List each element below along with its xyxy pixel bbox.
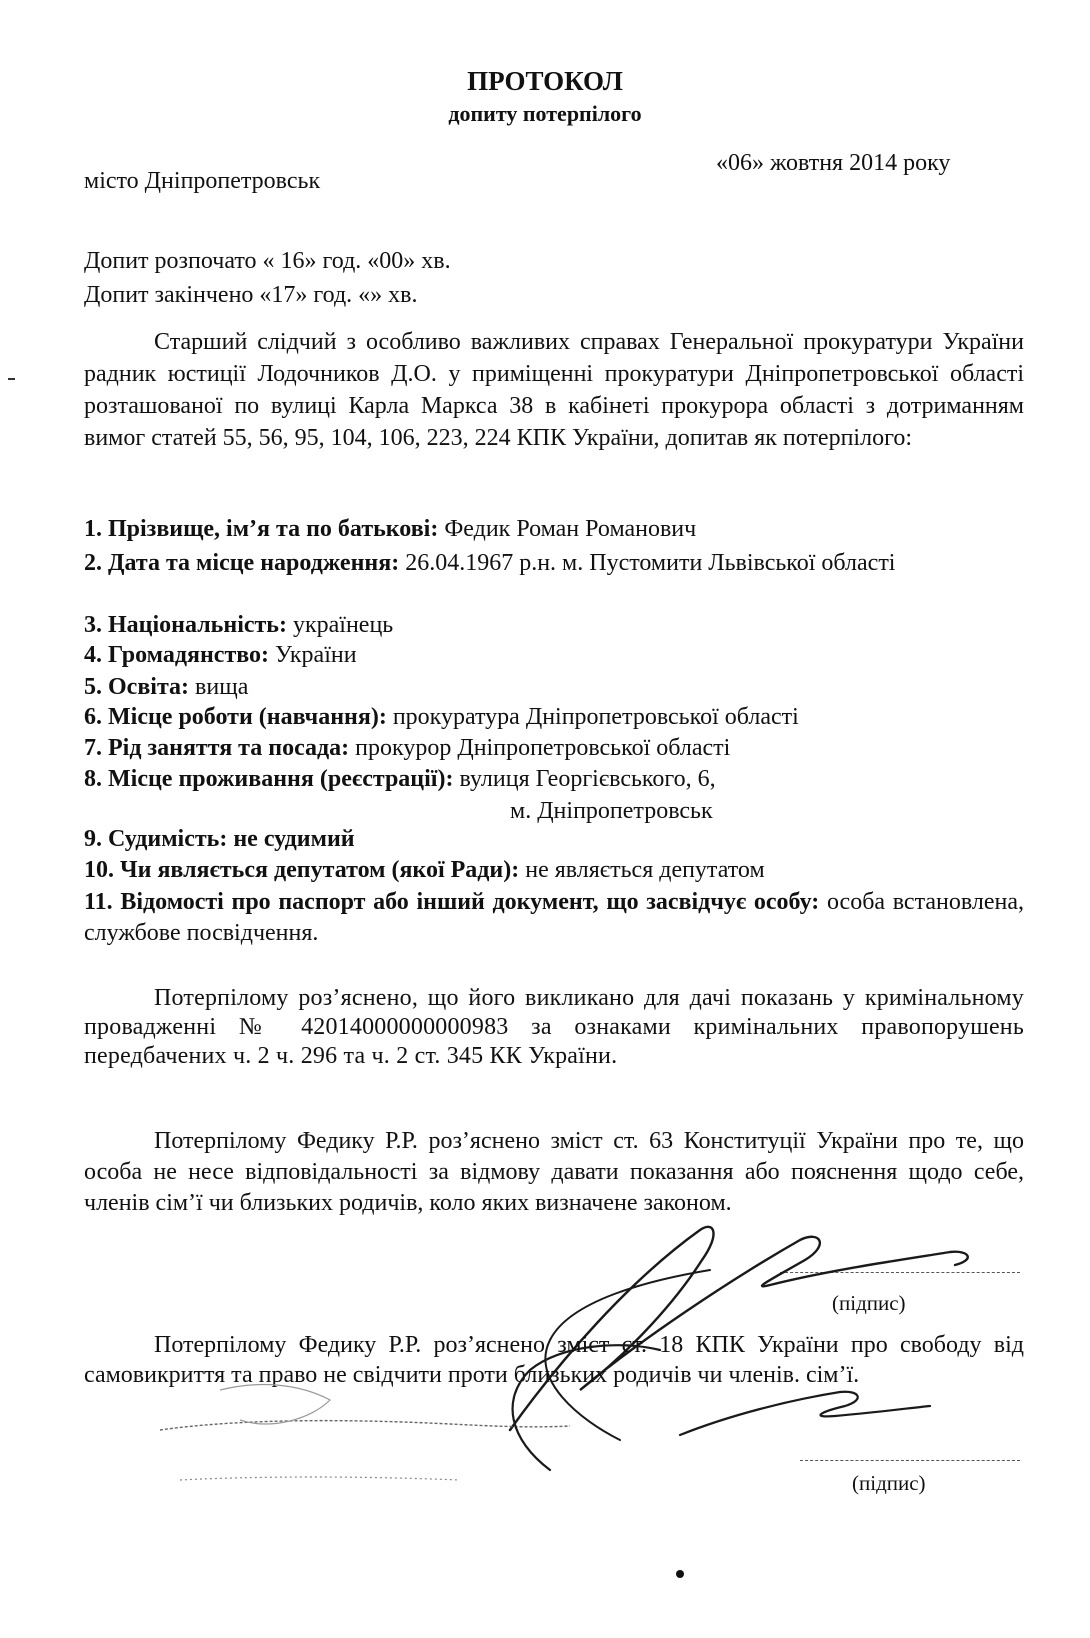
item-value: вища — [189, 674, 249, 700]
intro-paragraph: Старший слідчий з особливо важливих справах Генеральної прокуратури України радник юстиції Лодочников Д.О. у приміщенні прокуратури Дніпропетровської області розташованої по вулиці Карла Маркса 38 в кабінеті прокурора області з дотриманням вимог статей 55, 56, 95, 104, 106, 223, 224 КПК України, допитав як потерпілого: — [84, 329, 1024, 451]
document-subtitle: допиту потерпілого — [448, 101, 642, 126]
item-value: прокурор Дніпропетровської області — [349, 735, 731, 761]
scan-mark — [8, 378, 15, 380]
signature-line — [800, 1460, 1020, 1461]
item-label: 11. Відомості про паспорт або інший документ, що засвідчує особу: — [84, 889, 820, 915]
item-value: особа встановлена, службове посвідчення. — [84, 889, 1024, 946]
item-residence-city: м. Дніпропетровськ — [510, 798, 713, 824]
item-value: українець — [286, 612, 394, 638]
rights-paragraph-3: Потерпілому Федику Р.Р. роз’яснено зміст ст. 18 КПК України про свободу від самовикриття та право не свідчити проти близьких родичів чи членів. сім’ї. — [84, 1332, 1024, 1388]
item-criminal-record — [84, 824, 1034, 855]
item-education — [84, 672, 1034, 703]
rights-paragraph-1: Потерпілому роз’яснено, що його викликано для дачі показань у кримінальному провадженні № 42014000000000983 за ознаками кримінальних правопорушень передбачених ч. 2 ч. 296 та ч. 2 ст. 345 КК України. — [84, 985, 1024, 1069]
item-value: прокуратура Дніпропетровської області — [386, 704, 799, 730]
item-birth — [84, 548, 1024, 579]
item-label: 2. Дата та місце народження: — [84, 550, 400, 576]
signature-label: (підпис) — [852, 1471, 926, 1495]
rights-paragraph-2: Потерпілому Федику Р.Р. роз’яснено зміст ст. 63 Конституції України про те, що особа не несе відповідальності за відмову давати показання або пояснення щодо себе, членів сім’ї чи близьких родичів, коло яких визначене законом. — [84, 1128, 1024, 1216]
item-value: не судимий — [227, 826, 355, 852]
item-occupation — [84, 733, 1034, 764]
item-workplace — [84, 702, 1034, 733]
item-deputy — [84, 855, 1034, 886]
item-label: 4. Громадянство: — [84, 642, 270, 668]
place: місто Дніпропетровськ — [84, 168, 321, 194]
item-label: 8. Місце проживання (реєстрації): — [84, 766, 454, 792]
item-citizenship — [84, 640, 1034, 671]
item-label: 9. Судимість: — [84, 826, 228, 852]
item-nationality — [84, 610, 1034, 641]
item-label: 5. Освіта: — [84, 674, 190, 700]
item-label: 6. Місце роботи (навчання): — [84, 704, 387, 730]
item-label: 1. Прізвище, ім’я та по батькові: — [84, 516, 439, 542]
signature-2 — [480, 1320, 1020, 1480]
item-value: Федик Роман Романович — [438, 516, 697, 542]
document-title: ПРОТОКОЛ — [467, 66, 623, 96]
item-value: 26.04.1967 р.н. м. Пустомити Львівської області — [399, 550, 896, 576]
time-end: Допит закінчено «17» год. «» хв. — [84, 282, 418, 308]
item-passport — [84, 887, 1024, 949]
ink-dot — [676, 1570, 684, 1578]
item-value: вулиця Георгієвського, 6, — [453, 766, 716, 792]
item-value: України — [269, 642, 357, 668]
item-label: 7. Рід заняття та посада: — [84, 735, 350, 761]
date: «06» жовтня 2014 року — [716, 150, 951, 176]
signature-label: (підпис) — [832, 1291, 906, 1315]
item-name — [84, 514, 1034, 545]
item-residence — [84, 764, 1034, 795]
item-label: 3. Національність: — [84, 612, 287, 638]
item-label: 10. Чи являється депутатом (якої Ради): — [84, 857, 520, 883]
item-value: не являється депутатом — [519, 857, 765, 883]
time-start: Допит розпочато « 16» год. «00» хв. — [84, 248, 451, 274]
